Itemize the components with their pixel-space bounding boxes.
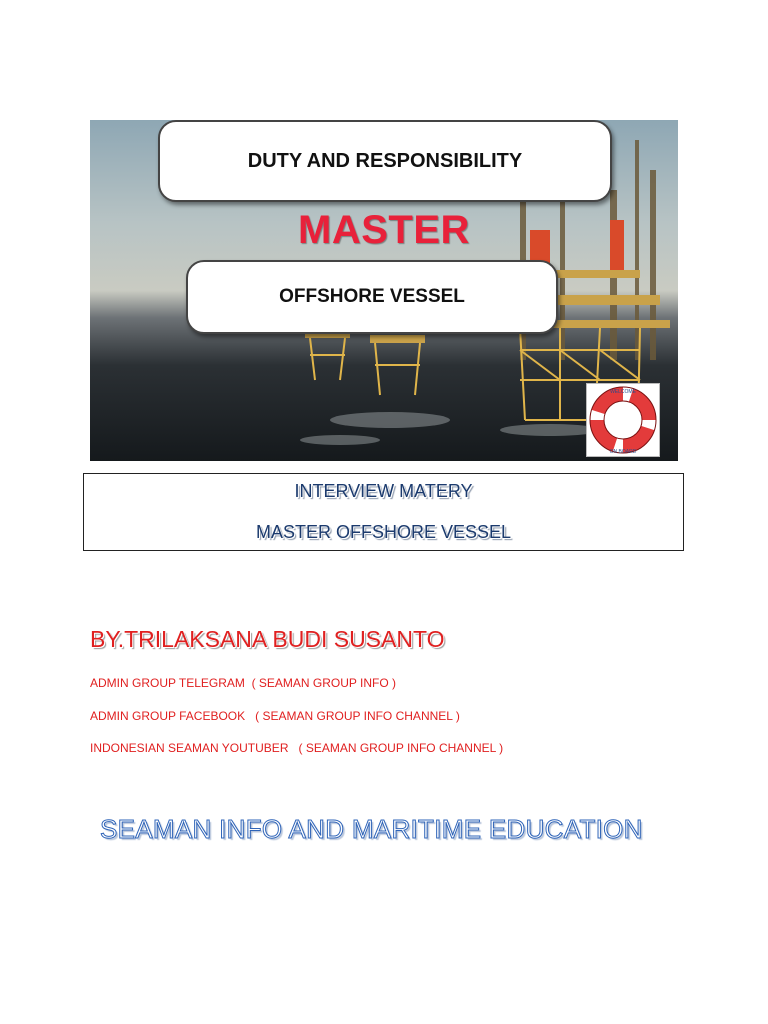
- badge-text-top: WELCOME: [610, 389, 636, 395]
- subtitle-line-1: INTERVIEW MATERY: [294, 481, 473, 501]
- author-byline: BY.TRILAKSANA BUDI SUSANTO: [90, 626, 445, 652]
- vessel-banner: [186, 260, 558, 334]
- author-role-youtube: INDONESIAN SEAMAN YOUTUBER ( SEAMAN GROUP INFO CHANNEL ): [90, 741, 504, 755]
- subtitle-line-2: MASTER OFFSHORE VESSEL: [255, 522, 512, 542]
- cover-role-title: MASTER: [298, 208, 470, 252]
- cover-image: [90, 120, 678, 461]
- author-role-facebook: ADMIN GROUP FACEBOOK ( SEAMAN GROUP INFO CHANNEL ): [90, 709, 460, 723]
- lifebuoy-icon: [587, 384, 659, 456]
- subtitle-box: [83, 473, 684, 551]
- cover-heading: DUTY AND RESPONSIBILITY: [247, 149, 523, 172]
- welcome-badge: [586, 383, 660, 457]
- heading-banner: [158, 120, 612, 202]
- cover-vessel-type: OFFSHORE VESSEL: [279, 286, 465, 307]
- badge-text-bottom: ON BOARD: [609, 449, 637, 455]
- author-role-telegram: ADMIN GROUP TELEGRAM ( SEAMAN GROUP INFO ): [90, 676, 397, 690]
- footer-title: SEAMAN INFO AND MARITIME EDUCATION: [100, 814, 643, 844]
